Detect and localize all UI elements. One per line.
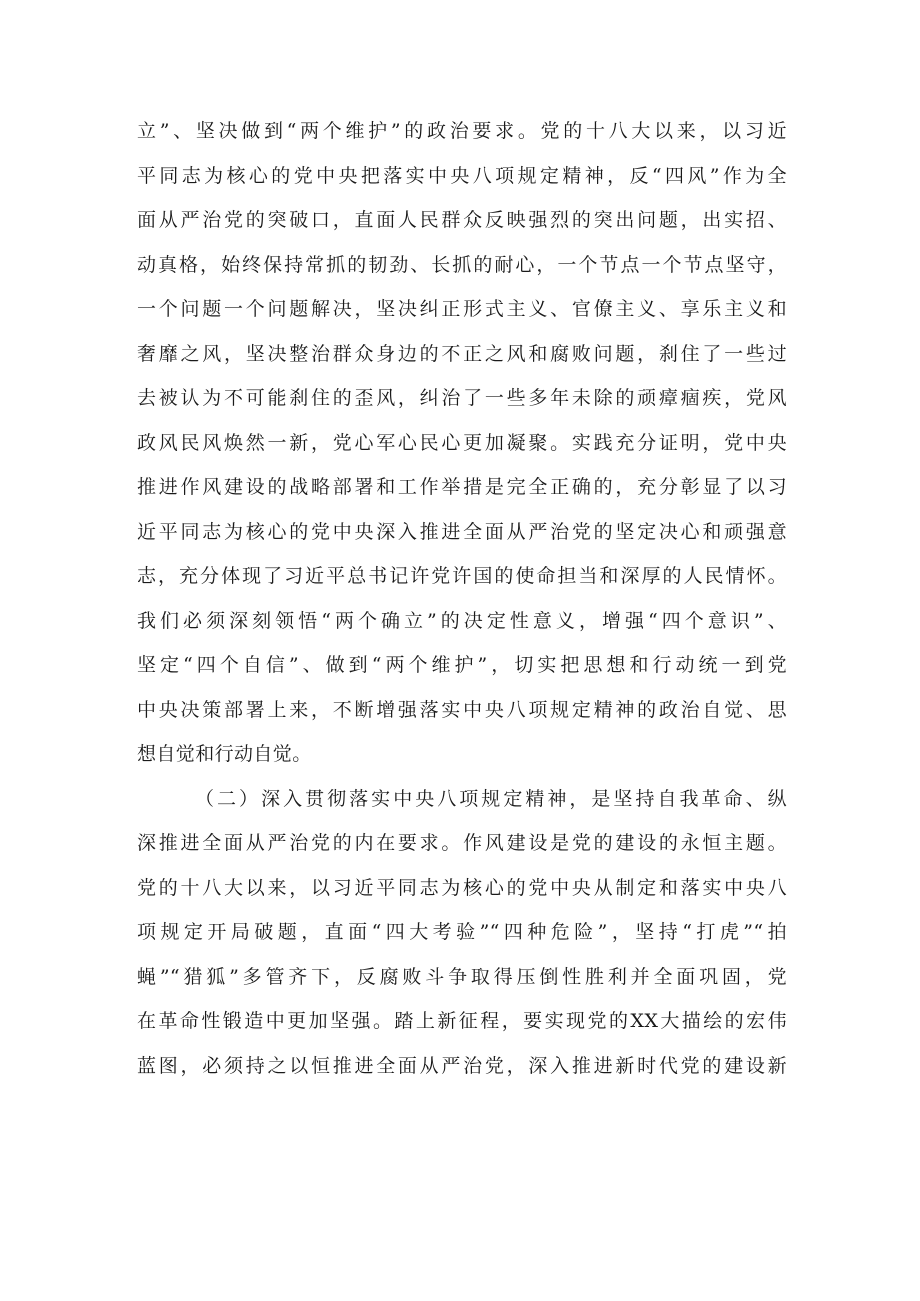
text-line: 面从严治党的突破口，直面人民群众反映强烈的突出问题，出实招、 [137, 209, 787, 231]
text-line: 立”、坚决做到“两个维护”的政治要求。党的十八大以来，以习近 [137, 120, 787, 142]
text-line: 中央决策部署上来，不断增强落实中央八项规定精神的政治自觉、思 [137, 698, 787, 721]
text-line: 蝇”“猎狐”多管齐下，反腐败斗争取得压倒性胜利并全面巩固，党 [137, 965, 787, 988]
text-line: 我们必须深刻领悟“两个确立”的决定性意义，增强“四个意识”、 [137, 609, 787, 632]
text-line: 坚定“四个自信”、做到“两个维护”，切实把思想和行动统一到党 [137, 654, 787, 676]
text-line: 推进作风建设的战略部署和工作举措是完全正确的，充分彰显了以习 [137, 476, 787, 498]
paragraph-end-line: 想自觉和行动自觉。 [137, 743, 312, 765]
document-body [137, 109, 787, 1088]
text-line: 党的十八大以来，以习近平同志为核心的党中央从制定和落实中央八 [137, 876, 787, 899]
text-line: 近平同志为核心的党中央深入推进全面从严治党的坚定决心和顽强意 [137, 520, 787, 543]
text-line: 志，充分体现了习近平总书记许党许国的使命担当和深厚的人民情怀。 [137, 565, 787, 587]
text-line: 项规定开局破题，直面“四大考验”“四种危险”，坚持“打虎”“拍 [137, 921, 787, 943]
section-heading-line: （二）深入贯彻落实中央八项规定精神，是坚持自我革命、纵 [195, 787, 787, 810]
text-line: 平同志为核心的党中央把落实中央八项规定精神，反“四风”作为全 [137, 164, 787, 187]
text-line: 蓝图，必须持之以恒推进全面从严治党，深入推进新时代党的建设新 [137, 1054, 787, 1077]
text-line: 动真格，始终保持常抓的韧劲、长抓的耐心，一个节点一个节点坚守， [137, 253, 787, 276]
text-line: 奢靡之风，坚决整治群众身边的不正之风和腐败问题，刹住了一些过 [137, 342, 787, 365]
text-line: 在革命性锻造中更加坚强。踏上新征程，要实现党的XX大描绘的宏伟 [137, 1010, 787, 1032]
text-line: 政风民风焕然一新，党心军心民心更加凝聚。实践充分证明，党中央 [137, 431, 787, 454]
text-line: 深推进全面从严治党的内在要求。作风建设是党的建设的永恒主题。 [137, 832, 787, 854]
text-line: 去被认为不可能刹住的歪风，纠治了一些多年未除的顽瘴痼疾，党风 [137, 387, 787, 409]
text-line: 一个问题一个问题解决，坚决纠正形式主义、官僚主义、享乐主义和 [137, 298, 787, 320]
